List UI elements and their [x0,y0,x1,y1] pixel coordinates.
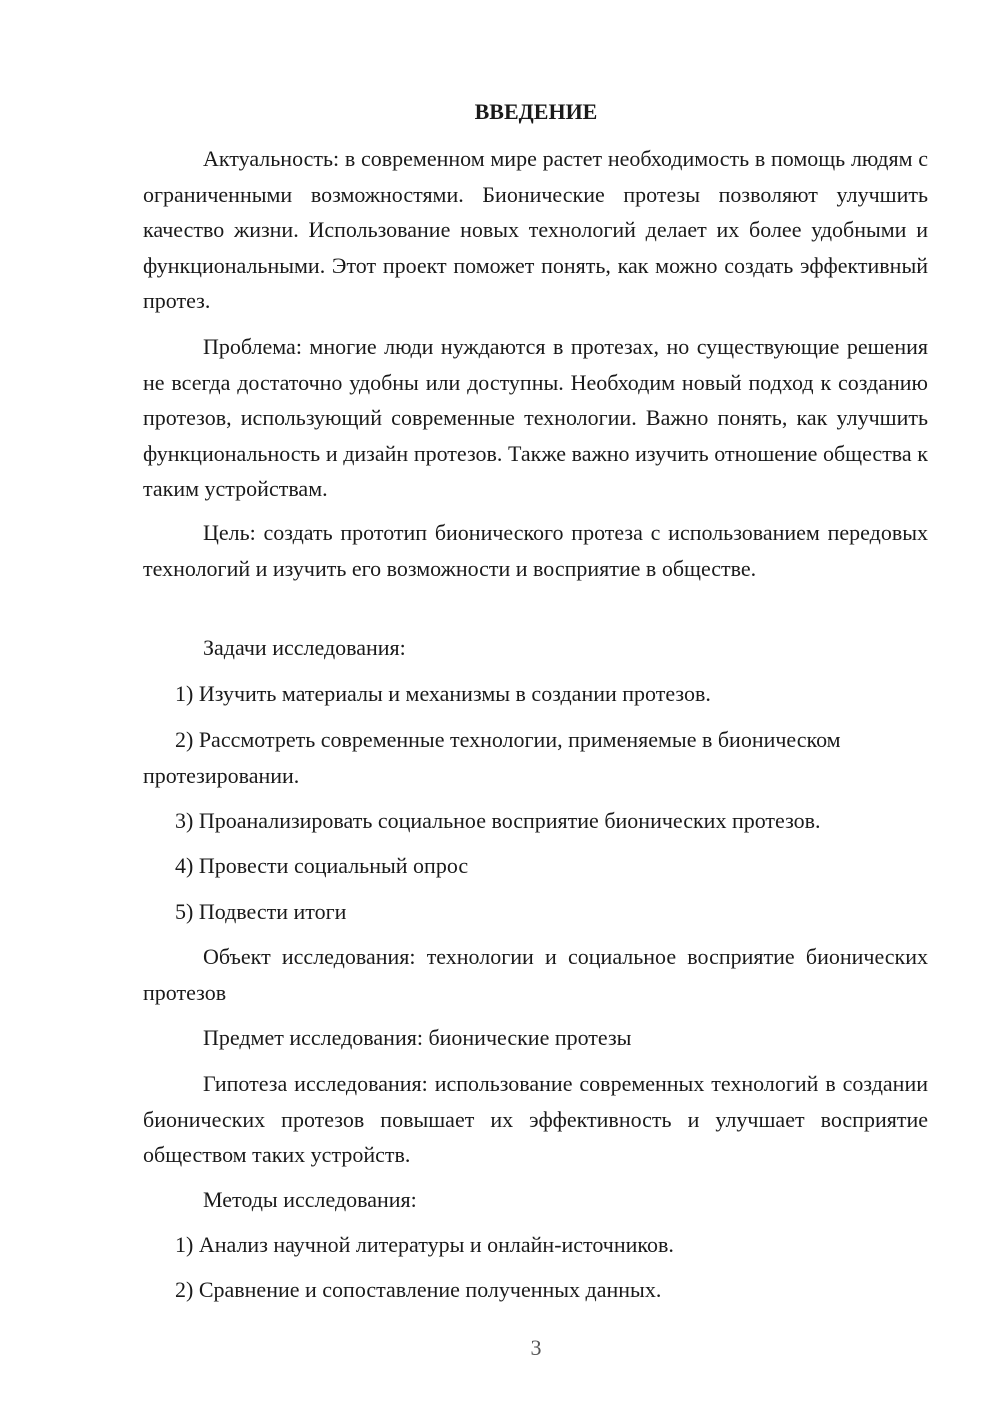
methods-title: Методы исследования: [203,1187,417,1212]
task-item-1: 1) Изучить материалы и механизмы в создании протезов. [175,681,711,706]
task-item-2: 2) Рассмотреть современные технологии, применяемые в бионическом протезировании. [143,727,841,788]
object-paragraph: Объект исследования: технологии и социальное восприятие бионических протезов [143,944,928,1005]
problem-paragraph: Проблема: многие люди нуждаются в протезах, но существующие решения не всегда достаточно удобны или доступны. Необходим новый подход к созданию протезов, использующий современные технологии. Важно понять, как улучшить функциональность и дизайн протезов. Также важно изучить отношение общества к таким устройствам. [143,334,928,501]
method-item-1: 1) Анализ научной литературы и онлайн-источников. [175,1232,674,1257]
tasks-title: Задачи исследования: [203,635,406,660]
relevance-paragraph: Актуальность: в современном мире растет необходимость в помощь людям с ограниченными возможностями. Бионические протезы позволяют улучшить качество жизни. Использование новых технологий делает их более удобными и функциональными. Этот проект поможет понять, как можно создать эффективный протез. [143,146,928,313]
method-item-2: 2) Сравнение и сопоставление полученных данных. [175,1277,662,1302]
subject-paragraph: Предмет исследования: бионические протезы [203,1025,632,1050]
hypothesis-paragraph: Гипотеза исследования: использование современных технологий в создании бионических протезов повышает их эффективность и улучшает восприятие обществом таких устройств. [143,1071,928,1167]
page-number: 3 [530,1335,542,1360]
goal-paragraph: Цель: создать прототип бионического протеза с использованием передовых технологий и изучить его возможности и восприятие в обществе. [143,520,928,581]
task-item-4: 4) Провести социальный опрос [175,853,469,878]
task-item-5: 5) Подвести итоги [175,899,347,924]
task-item-3: 3) Проанализировать социальное восприятие бионических протезов. [175,808,821,833]
section-heading: ВВЕДЕНИЕ [474,99,598,124]
